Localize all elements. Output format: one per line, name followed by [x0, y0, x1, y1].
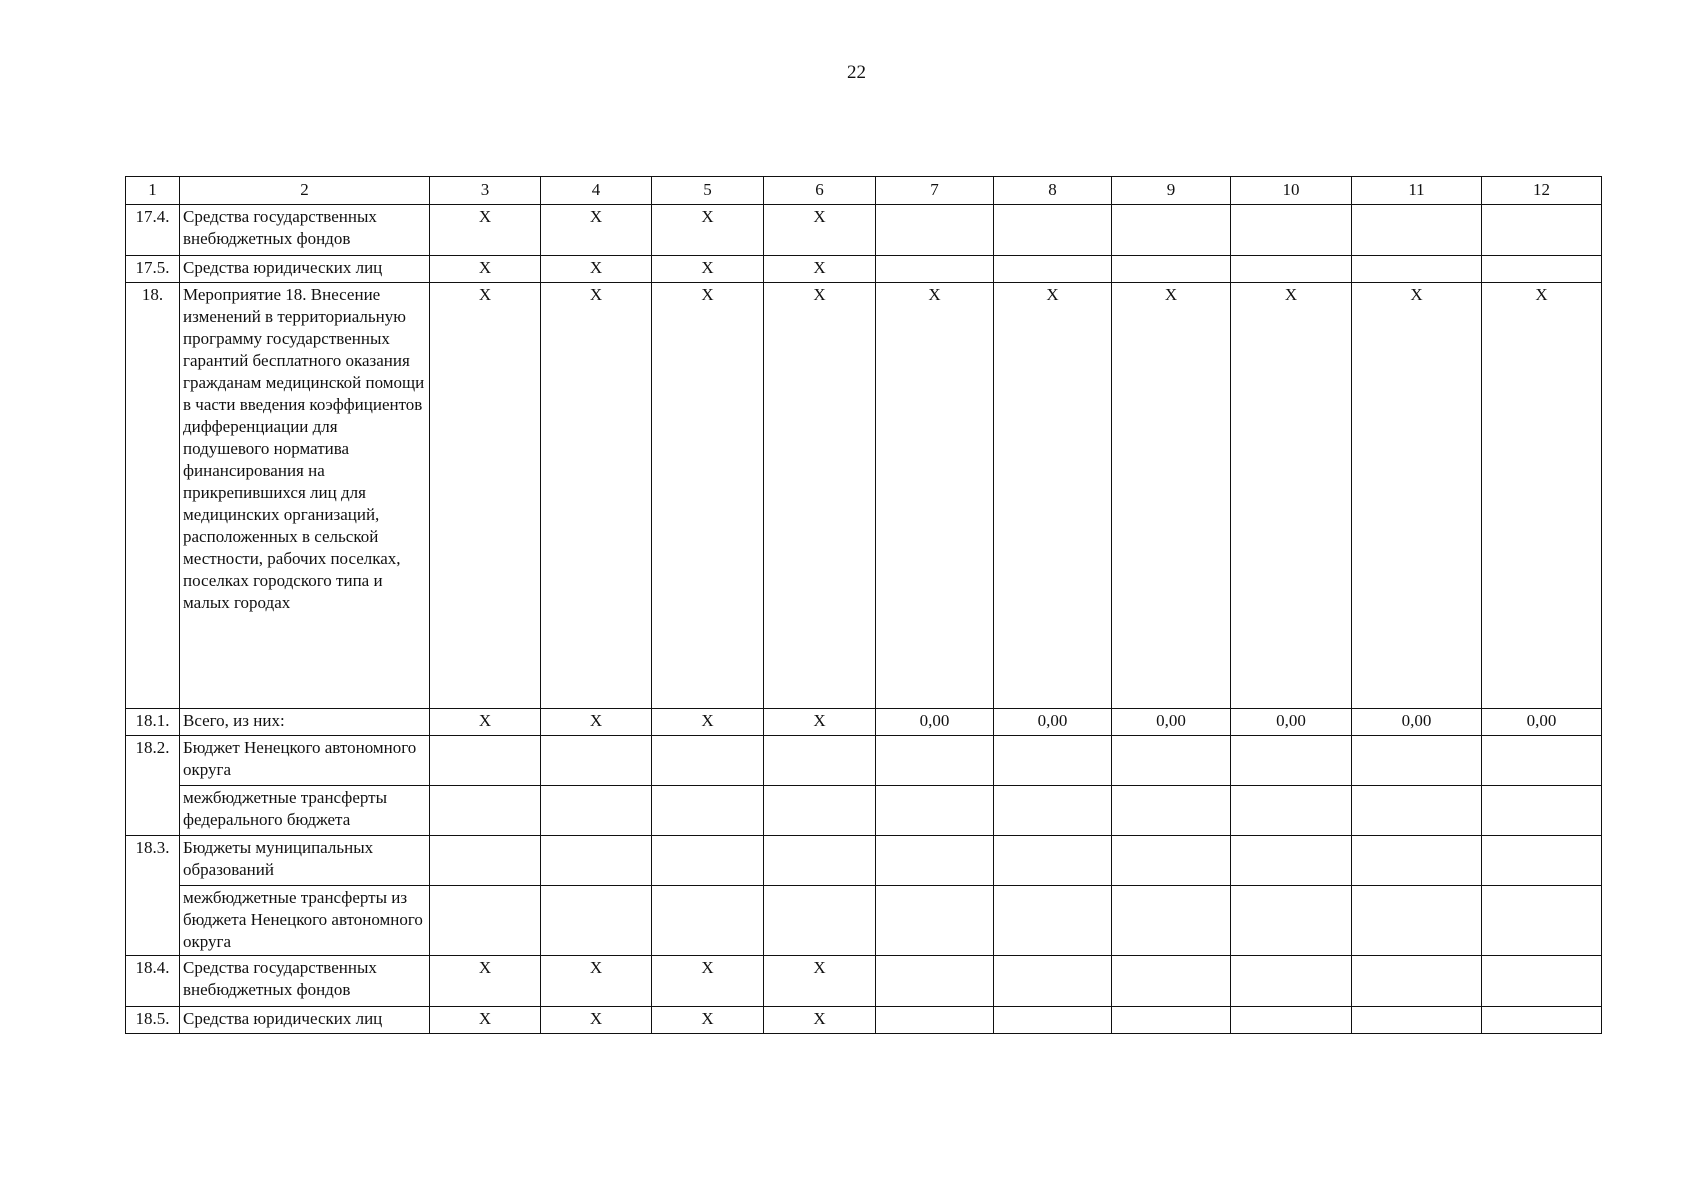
- column-header: 10: [1231, 177, 1352, 205]
- cell-value: 0,00: [1112, 709, 1231, 736]
- table-row: [126, 1007, 1602, 1034]
- cell-value: [1112, 736, 1231, 786]
- cell-value: X: [652, 205, 764, 256]
- row-number: 17.4.: [126, 205, 180, 256]
- table-row: [126, 256, 1602, 283]
- cell-value: X: [541, 1007, 652, 1034]
- column-header: 9: [1112, 177, 1231, 205]
- cell-value: [430, 736, 541, 786]
- cell-value: X: [430, 256, 541, 283]
- table-row: [126, 283, 1602, 709]
- cell-value: 0,00: [1231, 709, 1352, 736]
- cell-value: [1352, 886, 1482, 956]
- cell-value: [1112, 786, 1231, 836]
- cell-value: X: [541, 709, 652, 736]
- cell-value: [1231, 786, 1352, 836]
- cell-value: [994, 256, 1112, 283]
- table-row: [126, 886, 1602, 956]
- cell-value: [1352, 1007, 1482, 1034]
- cell-value: [876, 956, 994, 1007]
- cell-value: [1231, 205, 1352, 256]
- cell-value: X: [764, 709, 876, 736]
- cell-value: X: [652, 256, 764, 283]
- cell-value: X: [764, 256, 876, 283]
- cell-value: [1231, 836, 1352, 886]
- cell-value: X: [541, 956, 652, 1007]
- row-label: Бюджеты муниципальных образований: [180, 836, 430, 886]
- cell-value: [994, 886, 1112, 956]
- cell-value: X: [764, 1007, 876, 1034]
- cell-value: [876, 256, 994, 283]
- cell-value: [1112, 956, 1231, 1007]
- cell-value: [994, 1007, 1112, 1034]
- cell-value: X: [541, 256, 652, 283]
- cell-value: [1231, 886, 1352, 956]
- column-header: 2: [180, 177, 430, 205]
- page-number: 22: [847, 62, 866, 83]
- row-number: 17.5.: [126, 256, 180, 283]
- cell-value: X: [764, 283, 876, 709]
- cell-value: X: [652, 1007, 764, 1034]
- cell-value: [1112, 886, 1231, 956]
- cell-value: 0,00: [1352, 709, 1482, 736]
- cell-value: [541, 736, 652, 786]
- table-row: [126, 736, 1602, 786]
- cell-value: [430, 836, 541, 886]
- column-header: 1: [126, 177, 180, 205]
- cell-value: [652, 786, 764, 836]
- cell-value: [1231, 736, 1352, 786]
- cell-value: [876, 736, 994, 786]
- row-label: Средства государственных внебюджетных фондов: [180, 205, 430, 256]
- cell-value: [1482, 886, 1602, 956]
- cell-value: X: [876, 283, 994, 709]
- cell-value: [994, 956, 1112, 1007]
- cell-value: 0,00: [994, 709, 1112, 736]
- table-row: [126, 205, 1602, 256]
- cell-value: [994, 736, 1112, 786]
- cell-value: [430, 886, 541, 956]
- table-row: [126, 956, 1602, 1007]
- cell-value: [764, 786, 876, 836]
- cell-value: [652, 886, 764, 956]
- cell-value: [541, 886, 652, 956]
- row-label: Бюджет Ненецкого автономного округа: [180, 736, 430, 786]
- cell-value: X: [1352, 283, 1482, 709]
- cell-value: [1112, 1007, 1231, 1034]
- row-label: Средства государственных внебюджетных фондов: [180, 956, 430, 1007]
- cell-value: [541, 836, 652, 886]
- cell-value: [1482, 786, 1602, 836]
- column-header: 12: [1482, 177, 1602, 205]
- cell-value: X: [430, 956, 541, 1007]
- cell-value: X: [764, 205, 876, 256]
- cell-value: X: [541, 205, 652, 256]
- column-header: 8: [994, 177, 1112, 205]
- cell-value: [1352, 786, 1482, 836]
- cell-value: [994, 205, 1112, 256]
- cell-value: [876, 205, 994, 256]
- cell-value: [1112, 205, 1231, 256]
- cell-value: X: [1231, 283, 1352, 709]
- cell-value: [1482, 205, 1602, 256]
- cell-value: X: [1482, 283, 1602, 709]
- cell-value: [1482, 1007, 1602, 1034]
- column-header: 6: [764, 177, 876, 205]
- cell-value: 0,00: [1482, 709, 1602, 736]
- cell-value: [1112, 836, 1231, 886]
- cell-value: [876, 1007, 994, 1034]
- table-row: [126, 786, 1602, 836]
- row-label: Средства юридических лиц: [180, 1007, 430, 1034]
- cell-value: X: [994, 283, 1112, 709]
- cell-value: [1231, 1007, 1352, 1034]
- cell-value: X: [652, 956, 764, 1007]
- cell-value: X: [430, 283, 541, 709]
- cell-value: [994, 786, 1112, 836]
- row-number: 18.1.: [126, 709, 180, 736]
- cell-value: X: [764, 956, 876, 1007]
- table-row: [126, 709, 1602, 736]
- row-label: Средства юридических лиц: [180, 256, 430, 283]
- cell-value: [1112, 256, 1231, 283]
- cell-value: [541, 786, 652, 836]
- cell-value: [764, 736, 876, 786]
- column-number-row: [126, 177, 1602, 205]
- cell-value: [876, 886, 994, 956]
- cell-value: [1231, 956, 1352, 1007]
- cell-value: [652, 736, 764, 786]
- row-label: межбюджетные трансферты из бюджета Ненецкого автономного округа: [180, 886, 430, 956]
- cell-value: X: [1112, 283, 1231, 709]
- row-label: Мероприятие 18. Внесение изменений в территориальную программу государственных гарантий бесплатного оказания гражданам медицинской помощи в части введения коэффициентов дифференциации для подушевого норматива финансирования на прикрепившихся лиц для медицинских организаций, расположенных в сельской местности, рабочих поселках, поселках городского типа и малых городах: [180, 283, 430, 709]
- cell-value: [1482, 256, 1602, 283]
- row-label: Всего, из них:: [180, 709, 430, 736]
- column-header: 4: [541, 177, 652, 205]
- cell-value: [1352, 736, 1482, 786]
- row-label: межбюджетные трансферты федерального бюджета: [180, 786, 430, 836]
- cell-value: X: [652, 709, 764, 736]
- funding-table: [125, 176, 1602, 1034]
- cell-value: [1482, 956, 1602, 1007]
- cell-value: [1482, 736, 1602, 786]
- column-header: 3: [430, 177, 541, 205]
- cell-value: [1352, 956, 1482, 1007]
- cell-value: [1352, 256, 1482, 283]
- cell-value: X: [430, 709, 541, 736]
- cell-value: 0,00: [876, 709, 994, 736]
- cell-value: [1352, 836, 1482, 886]
- cell-value: X: [430, 1007, 541, 1034]
- row-number: 18.3.: [126, 836, 180, 956]
- cell-value: [1352, 205, 1482, 256]
- table-row: [126, 836, 1602, 886]
- cell-value: [764, 836, 876, 886]
- row-number: 18.5.: [126, 1007, 180, 1034]
- cell-value: [430, 786, 541, 836]
- column-header: 7: [876, 177, 994, 205]
- cell-value: [1482, 836, 1602, 886]
- cell-value: X: [541, 283, 652, 709]
- cell-value: [876, 786, 994, 836]
- cell-value: [652, 836, 764, 886]
- cell-value: [764, 886, 876, 956]
- row-number: 18.4.: [126, 956, 180, 1007]
- column-header: 5: [652, 177, 764, 205]
- cell-value: [876, 836, 994, 886]
- cell-value: [1231, 256, 1352, 283]
- cell-value: X: [430, 205, 541, 256]
- cell-value: X: [652, 283, 764, 709]
- column-header: 11: [1352, 177, 1482, 205]
- row-number: 18.2.: [126, 736, 180, 836]
- row-number: 18.: [126, 283, 180, 709]
- cell-value: [994, 836, 1112, 886]
